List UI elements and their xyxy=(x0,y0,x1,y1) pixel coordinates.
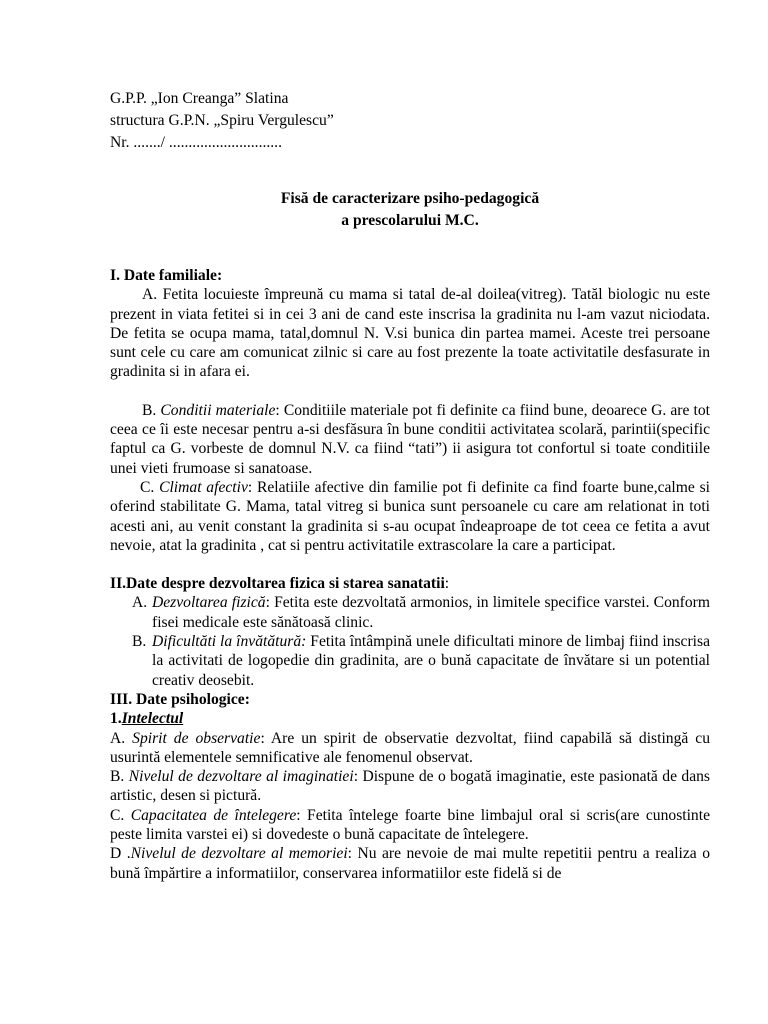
spacer xyxy=(110,555,710,574)
list-item-physical-a xyxy=(110,593,710,632)
item-label: Conditii materiale xyxy=(160,401,276,419)
item-prefix: B. xyxy=(110,768,129,786)
item-prefix: A. xyxy=(110,729,133,747)
item-label: Dificultăti la învătătură: xyxy=(152,633,307,651)
item-prefix: D . xyxy=(110,845,131,863)
section-heading-physical xyxy=(110,574,710,593)
list-text xyxy=(152,632,710,690)
paragraph-intellect-c xyxy=(110,806,710,845)
item-text: : Nu are nevoie de mai multe repetitii pentru a realiza o bună împărtire a informatiilor, conservarea informatiilor este fidelă si de xyxy=(110,845,710,882)
item-text: : Relatiile afective din familie pot fi definite ca find foarte bune,calme si oferind stabilitate G. Mama, tatal vitreg si bunica sunt persoanele cu care am relationat in toti acesti ani, au venit constant la gradinita si s-au ocupat îndeaproape de tot ceea ce fetita a avut nevoie, atat la gradinita , cat si pentru activitatile extrascolare la care a participat. xyxy=(110,478,710,554)
paragraph-family-a: A. Fetita locuieste împreună cu mama si tatal de-al doilea(vitreg). Tatăl biologic nu este prezent in viata fetitei si in cei 3 ani de cand este inscrisa la gradinita nu l-am vazut niciodata. De fetita se ocupa mama, tatal,domnul N. V.si bunica din partea mamei. Aceste trei persoane sunt cele cu care am comunicat zilnic si care au fost prezente la toate activitatile desfasurate in gradinita si in afara ei. xyxy=(110,286,710,381)
item-text: : Fetita întelege foarte bine limbajul oral si scris(are cunostinte peste limita varstei ei) si dovedeste o bună capacitate de întelegere. xyxy=(110,806,710,844)
title-line-1: Fisă de caracterizare psiho-pedagogică xyxy=(280,190,540,207)
paragraph-family-c xyxy=(110,478,710,555)
item-label: Dezvoltarea fizică xyxy=(152,594,266,612)
item-prefix: C. xyxy=(110,806,131,824)
item-label: Nivelul de dezvoltare al memoriei xyxy=(130,845,348,863)
item-prefix: C. xyxy=(140,478,160,496)
section-heading-family: I. Date familiale: xyxy=(110,267,223,284)
section-heading-psychological: III. Date psihologice: xyxy=(110,690,250,708)
structure-line: structura G.P.N. „Spiru Vergulescu” xyxy=(110,112,334,129)
list-marker: B. xyxy=(132,633,147,651)
list-marker: A. xyxy=(132,594,148,612)
list-item-physical-b xyxy=(110,632,710,690)
title-line-2: a prescolarului M.C. xyxy=(341,212,479,229)
item-text: : Dispune de o bogată imaginatie, este pasionată de dans artistic, desen si pictură. xyxy=(110,768,710,805)
item-text: Fetita întâmpină unele dificultati minore de limbaj fiind inscrisa la activitati de logopedie din gradinita, are o bună capacitate de învătare si un potential creativ deosebit. xyxy=(152,633,710,689)
item-text: : Are un spirit de observatie dezvoltat, fiind capabilă să distingă cu usurintă elementele semnificative ale fenomenul observat. xyxy=(110,729,710,766)
item-label: Capacitatea de întelegere xyxy=(130,806,297,824)
paragraph-family-b xyxy=(110,401,710,478)
subsection-intellect xyxy=(110,709,710,728)
spacer xyxy=(110,382,710,401)
item-text: : Conditiile materiale pot fi definite ca fiind bune, deoarece G. are tot ceea ce îi este necesar pentru a-si desfăsura în bune conditii activitatea scolară, parintii(specific faptul ca G. vorbeste de domnul N.V. ca fiind “tati”) ii asigura tot confortul si toate conditiile unei vieti frumoase si sanatoase. xyxy=(110,401,710,477)
registration-number-line: Nr. ......./ ............................. xyxy=(110,134,282,151)
item-text: : Fetita este dezvoltată armonios, in limitele specifice varstei. Conform fisei medicale este sănătoasă clinic. xyxy=(152,594,710,631)
document-body xyxy=(110,266,710,883)
item-label: Nivelul de dezvoltare al imaginatiei xyxy=(128,768,354,786)
heading-colon: : xyxy=(444,575,450,593)
document-header xyxy=(110,88,670,154)
item-label: Spirit de observatie xyxy=(132,729,261,747)
paragraph-intellect-d xyxy=(110,844,710,883)
item-label: Climat afectiv xyxy=(159,478,248,496)
item-prefix: B. xyxy=(142,401,161,419)
list-text xyxy=(152,593,710,632)
institution-line: G.P.P. „Ion Creanga” Slatina xyxy=(110,90,289,107)
subsection-number: 1. xyxy=(110,710,122,728)
document-title xyxy=(110,188,710,232)
paragraph-intellect-a xyxy=(110,729,710,768)
subsection-label: Intelectul xyxy=(121,710,184,728)
paragraph-intellect-b xyxy=(110,767,710,806)
heading-text: II.Date despre dezvoltarea fizica si starea sanatatii xyxy=(110,575,445,593)
